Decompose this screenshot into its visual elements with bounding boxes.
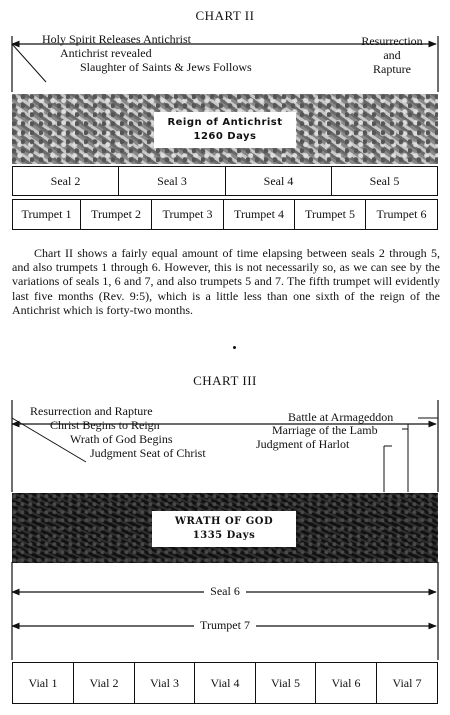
wrath-label-line-1: WRATH OF GOD (174, 516, 274, 527)
chart-2-note-slaughter: Slaughter of Saints & Jews Follows (80, 60, 252, 74)
vial-5-cell: Vial 5 (255, 662, 316, 704)
trumpet-1-cell: Trumpet 1 (12, 199, 81, 230)
vial-2-cell: Vial 2 (73, 662, 135, 704)
chart-3-note-resurrection: Resurrection and Rapture (30, 404, 153, 418)
seal-2-cell: Seal 2 (12, 166, 119, 196)
chart-3-note-marriage: Marriage of the Lamb (272, 423, 378, 437)
trumpet-7-label-wrap (0, 619, 450, 632)
separator-dot (233, 346, 236, 349)
chart-2-pointer-line (12, 44, 46, 82)
body-paragraph: Chart II shows a fairly equal amount of time elapsing between seals 2 through 5, and also trumpets 1 through 6. However, this is not necessarily so, as we can see by the variations of seals 1, 6 and 7, and also trumpets 5 and 7. The fifth trumpet will evidently last five months (Rev. 9:5), which is a little less than one sixth of the reign of the Antichrist which is forty-two months. (12, 246, 440, 317)
trumpet-3-cell: Trumpet 3 (151, 199, 224, 230)
seal-6-label-wrap (0, 585, 450, 598)
wrath-of-god-band (12, 493, 438, 563)
reign-label-line-2: 1260 Days (193, 131, 257, 142)
chart-3-note-harlot: Judgment of Harlot (256, 437, 350, 451)
chart-3-title: CHART III (193, 373, 257, 388)
chart-2-note-and: and (383, 48, 401, 62)
chart-3-note-judgment-seat: Judgment Seat of Christ (90, 446, 206, 460)
reign-of-antichrist-band (12, 94, 438, 164)
trumpet-6-cell: Trumpet 6 (365, 199, 438, 230)
vial-1-cell: Vial 1 (12, 662, 74, 704)
reign-label-line-1: Reign of Antichrist (167, 117, 283, 128)
vial-3-cell: Vial 3 (134, 662, 195, 704)
trumpet-7-label: Trumpet 7 (194, 618, 256, 632)
chart-2-note-antichrist-revealed: Antichrist revealed (60, 46, 152, 60)
trumpet-4-cell: Trumpet 4 (223, 199, 295, 230)
trumpet-5-cell: Trumpet 5 (294, 199, 366, 230)
chart-2-note-rapture: Rapture (373, 62, 411, 76)
seal-6-label: Seal 6 (204, 584, 246, 598)
seal-5-cell: Seal 5 (331, 166, 438, 196)
trumpet-2-cell: Trumpet 2 (80, 199, 152, 230)
wrath-of-god-label (152, 511, 296, 547)
wrath-label-line-2: 1335 Days (192, 530, 256, 541)
vial-7-cell: Vial 7 (376, 662, 438, 704)
seal-4-cell: Seal 4 (225, 166, 332, 196)
chart-2-title: CHART II (195, 8, 255, 23)
chart-3-note-armageddon: Battle at Armageddon (288, 410, 394, 424)
chart-2-note-holy-spirit: Holy Spirit Releases Antichrist (42, 32, 191, 46)
seal-3-cell: Seal 3 (118, 166, 226, 196)
chart-2-note-resurrection: Resurrection (361, 34, 423, 48)
vial-4-cell: Vial 4 (194, 662, 256, 704)
vial-6-cell: Vial 6 (315, 662, 377, 704)
reign-of-antichrist-label (154, 112, 296, 148)
chart-3-note-christ-reigns: Christ Begins to Reign (50, 418, 160, 432)
chart-3-note-wrath-begins: Wrath of God Begins (70, 432, 173, 446)
